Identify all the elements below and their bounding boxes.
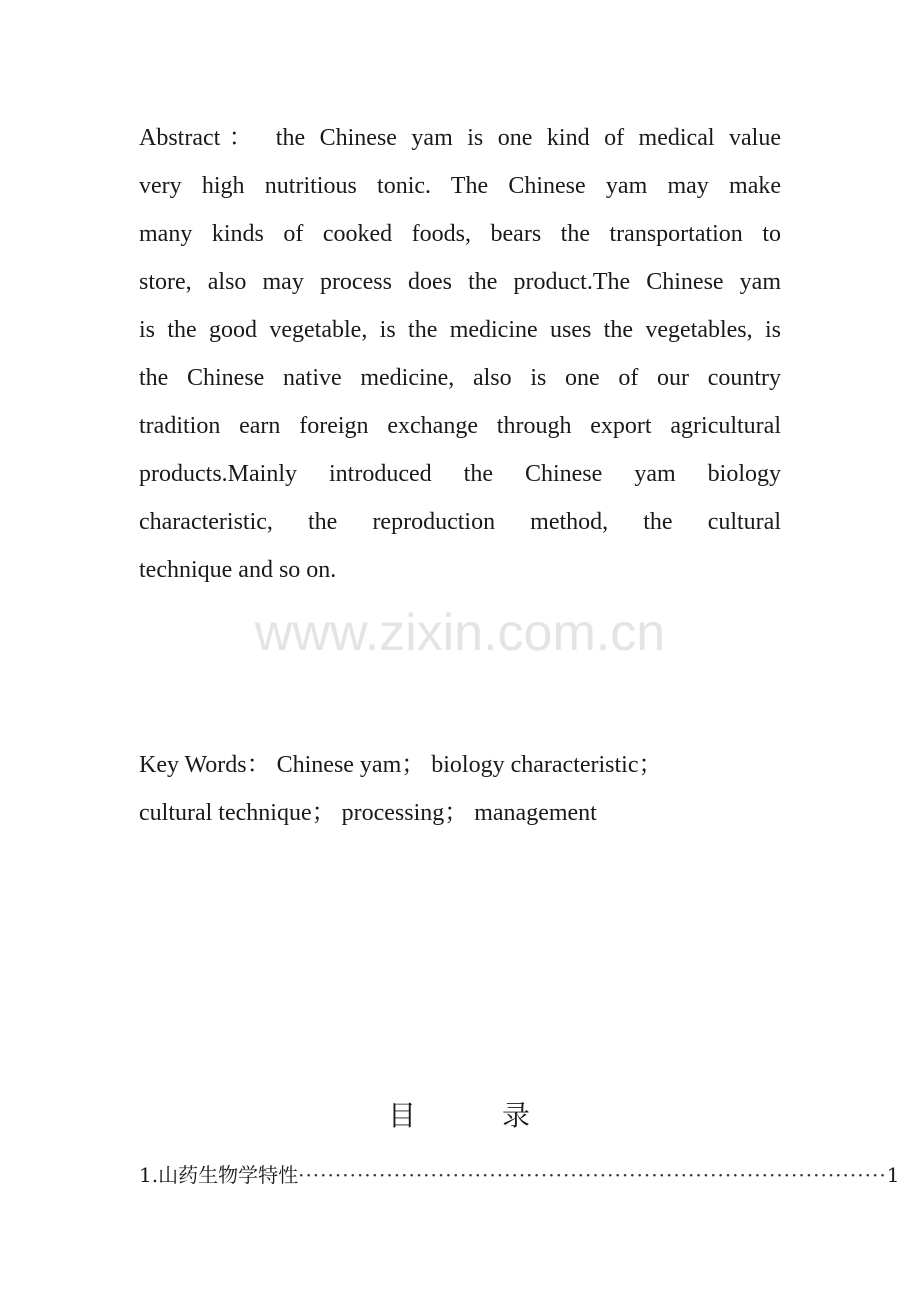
- toc-entry-leader: ················································································: [298, 1163, 887, 1187]
- abstract-line: store, also may process does the product.The Chinese yam: [139, 269, 781, 295]
- abstract-line: products.Mainly introduced the Chinese yam biology: [139, 461, 781, 487]
- abstract-line: tradition earn foreign exchange through export agricultural: [139, 413, 781, 439]
- abstract-line: many kinds of cooked foods, bears the transportation to: [139, 221, 781, 247]
- keywords-line: cultural technique； processing； management: [139, 800, 597, 826]
- abstract-line: is the good vegetable, is the medicine uses the vegetables, is: [139, 317, 781, 343]
- toc-title-char: 录: [502, 1099, 531, 1132]
- toc-entry-label: 1.山药生物学特性: [139, 1163, 299, 1187]
- toc-entry[interactable]: [139, 1160, 900, 1190]
- keywords-line: Key Words： Chinese yam； biology characteristic；: [139, 752, 663, 778]
- abstract-line: Abstract： the Chinese yam is one kind of medical value: [139, 125, 781, 151]
- abstract-line: characteristic, the reproduction method, the cultural: [139, 509, 781, 535]
- abstract-line: very high nutritious tonic. The Chinese yam may make: [139, 173, 781, 199]
- toc-title: [388, 1094, 530, 1134]
- toc-entry-page: 1: [886, 1163, 900, 1187]
- abstract-line: technique and so on.: [139, 557, 337, 583]
- toc-title-char: 目: [388, 1099, 417, 1132]
- abstract-line: the Chinese native medicine, also is one of our country: [139, 365, 781, 391]
- watermark: www.zixin.com.cn: [254, 604, 666, 662]
